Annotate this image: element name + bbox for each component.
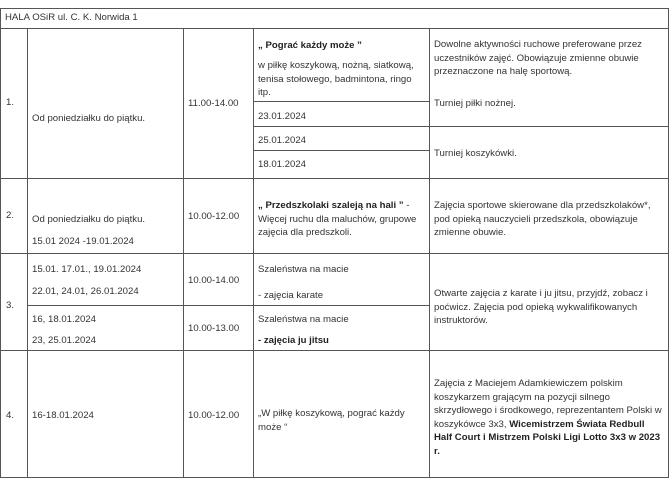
activity-description: Zajęcia sportowe skierowane dla przedszkolaków*, pod opieką nauczycieli przedszkola, obowiązuje zmienne obuwie. xyxy=(434,200,651,238)
venue-header: HALA OSiR ul. C. K. Norwida 1 xyxy=(5,12,138,23)
activity-title-bold: „ Przedszkolaki szaleją na hali ” xyxy=(258,200,404,211)
description-highlight: Wicemistrzem Świata Redbull Half Court i Mistrzem Polski Ligi Lotto 3x3 w 2023 r. xyxy=(434,418,661,457)
activity-title-rest: - Więcej ruchu dla maluchów, grupowe zajęcia dla predszkoli. xyxy=(258,200,417,238)
column-divider xyxy=(183,28,184,478)
schedule-dates: 22.01, 24.01, 26.01.2024 xyxy=(32,286,139,297)
cell-divider xyxy=(253,101,429,102)
activity-name: Szaleństwa na macie xyxy=(258,314,349,325)
row-number: 3. xyxy=(6,300,15,311)
cell-divider xyxy=(429,126,669,127)
cell-divider xyxy=(253,150,429,151)
schedule-dates: 23, 25.01.2024 xyxy=(32,335,97,346)
column-divider xyxy=(27,28,28,478)
row-number: 4. xyxy=(6,410,15,421)
table-border-left xyxy=(0,8,1,478)
header-divider xyxy=(0,28,669,29)
time-range: 10.00-14.00 xyxy=(188,275,240,286)
activity-description: Turniej koszykówki. xyxy=(434,148,517,159)
event-date: 18.01.2024 xyxy=(258,159,307,170)
row-number: 1. xyxy=(6,97,15,108)
cell-divider xyxy=(253,126,429,127)
column-divider xyxy=(429,28,430,478)
column-divider xyxy=(253,28,254,478)
schedule-dates: 16-18.01.2024 xyxy=(32,410,94,421)
schedule-dates: 15.01 2024 -19.01.2024 xyxy=(32,236,134,247)
activity-title xyxy=(258,199,428,240)
time-range: 10.00-12.00 xyxy=(188,410,240,421)
activity-title: „W piłkę koszykową, pograć każdy może “ xyxy=(258,408,405,433)
cell-divider xyxy=(27,305,429,306)
table-border-bottom xyxy=(0,477,669,478)
activity-type: - zajęcia ju jitsu xyxy=(258,335,329,346)
event-date: 25.01.2024 xyxy=(258,135,307,146)
table-border-right xyxy=(668,8,669,478)
schedule-days: Od poniedziałku do piątku. xyxy=(32,214,146,225)
table-border-top xyxy=(0,8,669,9)
activity-description xyxy=(434,377,664,458)
schedule-days: Od poniedziałku do piątku. xyxy=(32,113,146,124)
activity-description: Turniej piłki nożnej. xyxy=(434,98,516,109)
time-range: 10.00-13.00 xyxy=(188,323,240,334)
row-number: 2. xyxy=(6,210,15,221)
activity-description: Dowolne aktywności ruchowe preferowane przez uczestników zajęć. Obowiązuje zmienne obuwie przeznaczone na halę sportową. xyxy=(434,39,642,77)
description-text: Zajęcia z Maciejem Adamkiewiczem polskim koszykarzem grającym na pozycji silnego skrzydłowego i środkowego, reprezentantem Polski w koszykówce 3x3, xyxy=(434,378,662,430)
schedule-dates: 15.01. 17.01., 19.01.2024 xyxy=(32,264,142,275)
activity-description: Otwarte zajęcia z karate i ju jitsu, przyjdź, zobacz i poćwicz. Zajęcia pod opieką wykwalifikowanych instruktorów. xyxy=(434,288,648,326)
schedule-dates: 16, 18.01.2024 xyxy=(32,314,97,325)
activity-type: - zajęcia karate xyxy=(258,290,324,301)
row-divider xyxy=(0,350,669,351)
activity-subtitle: w piłkę koszykową, nożną, siatkową, tenisa stołowego, badmintona, ringo itp. xyxy=(258,60,414,98)
time-range: 10.00-12.00 xyxy=(188,211,240,222)
row-divider xyxy=(0,178,669,179)
time-range: 11.00-14.00 xyxy=(188,98,239,109)
event-date: 23.01.2024 xyxy=(258,111,307,122)
activity-name: Szaleństwa na macie xyxy=(258,264,349,275)
row-divider xyxy=(0,253,669,254)
activity-title: „ Pograć każdy może ” xyxy=(258,40,362,51)
